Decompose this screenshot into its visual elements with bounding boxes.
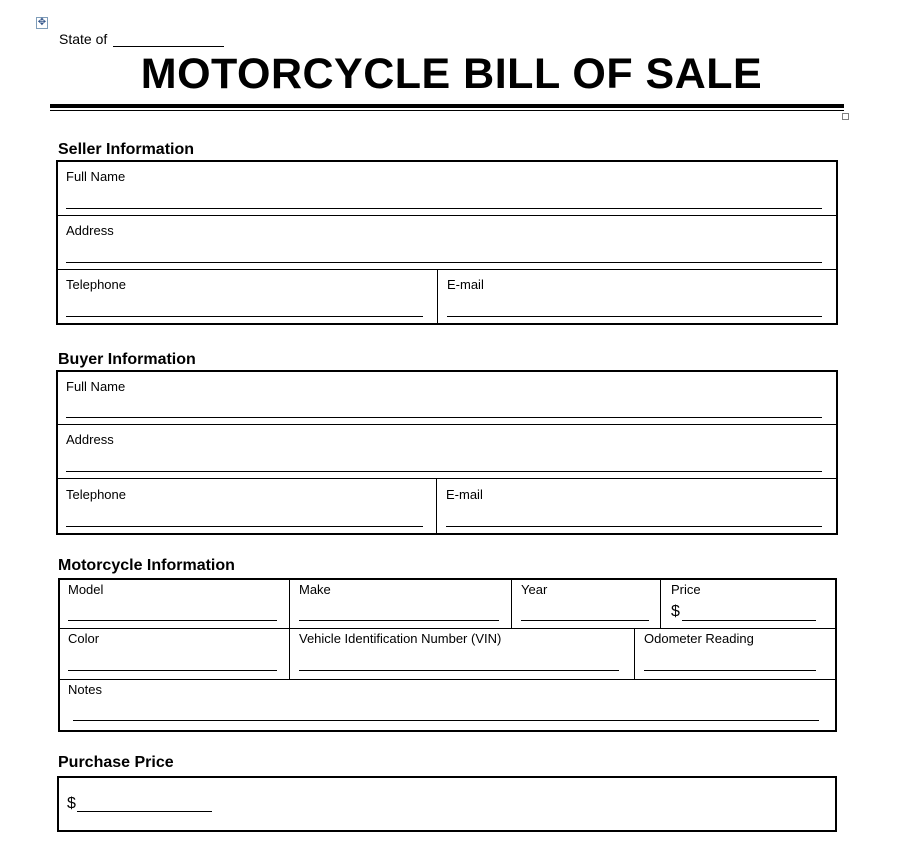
document-title: MOTORCYCLE BILL OF SALE xyxy=(140,50,763,98)
buyer-full-name-field[interactable] xyxy=(66,417,822,418)
title-rule-thick xyxy=(50,104,844,108)
price-field[interactable] xyxy=(682,620,816,621)
motorcycle-col-divider xyxy=(660,579,661,628)
year-field[interactable] xyxy=(521,620,649,621)
seller-full-name-field[interactable] xyxy=(66,208,822,209)
buyer-full-name-label: Full Name xyxy=(66,379,126,394)
purchase-price-box xyxy=(57,776,837,832)
notes-label: Notes xyxy=(68,682,102,697)
state-label: State of xyxy=(59,31,108,47)
buyer-email-field[interactable] xyxy=(446,526,822,527)
color-label: Color xyxy=(68,631,100,646)
buyer-address-label: Address xyxy=(66,432,114,447)
vin-label: Vehicle Identification Number (VIN) xyxy=(299,631,502,646)
move-icon[interactable]: ✥ xyxy=(37,17,47,28)
seller-table xyxy=(56,160,838,325)
seller-col-divider xyxy=(437,269,438,324)
purchase-price-field[interactable] xyxy=(77,811,212,812)
seller-heading: Seller Information xyxy=(58,141,195,158)
seller-full-name-label: Full Name xyxy=(66,169,126,184)
buyer-heading: Buyer Information xyxy=(58,351,196,368)
buyer-email-label: E-mail xyxy=(446,487,483,502)
seller-email-label: E-mail xyxy=(447,277,484,292)
seller-address-label: Address xyxy=(66,223,114,238)
seller-row-divider xyxy=(57,215,837,216)
seller-address-field[interactable] xyxy=(66,262,822,263)
buyer-address-field[interactable] xyxy=(66,471,822,472)
motorcycle-row-divider xyxy=(59,679,836,680)
notes-field[interactable] xyxy=(73,720,819,721)
state-field[interactable] xyxy=(113,46,224,47)
resize-handle-icon[interactable] xyxy=(842,113,849,120)
motorcycle-col-divider xyxy=(289,579,290,679)
seller-row-divider xyxy=(57,269,837,270)
model-label: Model xyxy=(68,582,104,597)
motorcycle-col-divider xyxy=(634,629,635,679)
title-rule-thin xyxy=(50,110,844,111)
vin-field[interactable] xyxy=(299,670,619,671)
year-label: Year xyxy=(521,582,548,597)
odometer-label: Odometer Reading xyxy=(644,631,754,646)
odometer-field[interactable] xyxy=(644,670,816,671)
color-field[interactable] xyxy=(68,670,277,671)
motorcycle-heading: Motorcycle Information xyxy=(58,557,235,574)
buyer-table xyxy=(56,370,838,535)
price-dollar-sign: $ xyxy=(671,603,680,620)
make-label: Make xyxy=(299,582,331,597)
buyer-row-divider xyxy=(57,424,837,425)
buyer-telephone-label: Telephone xyxy=(66,487,126,502)
seller-email-field[interactable] xyxy=(447,316,822,317)
make-field[interactable] xyxy=(299,620,499,621)
buyer-telephone-field[interactable] xyxy=(66,526,423,527)
buyer-row-divider xyxy=(57,478,837,479)
purchase-price-heading: Purchase Price xyxy=(58,754,174,771)
seller-telephone-label: Telephone xyxy=(66,277,126,292)
model-field[interactable] xyxy=(68,620,277,621)
motorcycle-col-divider xyxy=(511,579,512,628)
seller-telephone-field[interactable] xyxy=(66,316,423,317)
price-label: Price xyxy=(671,582,701,597)
motorcycle-row-divider xyxy=(59,628,836,629)
buyer-col-divider xyxy=(436,478,437,534)
motorcycle-table xyxy=(58,578,837,732)
purchase-price-dollar-sign: $ xyxy=(67,795,76,812)
